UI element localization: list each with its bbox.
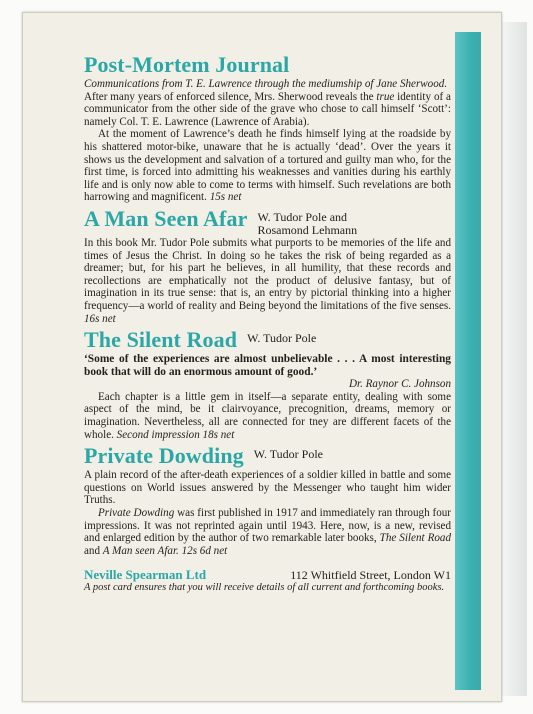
publisher-name: Neville Spearman Ltd xyxy=(84,567,207,583)
book-post-mortem-journal xyxy=(84,52,451,204)
book-description: Private Dowding was first published in 1917 and immediately ran through four impressions. It was not reprinted again until 1943. Here, now, is a new, revised and enlarged edition by the author of two remarkable later books, The Silent Road and A Man seen Afar. 12s 6d net xyxy=(84,507,451,557)
book-a-man-seen-afar xyxy=(84,206,451,325)
cover-text xyxy=(84,52,451,595)
review-quote: ‘Some of the experiences are almost unbelievable . . . A most interesting book that will do an enormous amount of good.’ xyxy=(84,353,451,378)
title-row xyxy=(84,206,451,237)
book-price: 18s net xyxy=(202,428,235,441)
book-description: A plain record of the after-death experiences of a soldier killed in battle and some questions on World issues answered by the Messenger who taught him wider Truths. xyxy=(84,469,451,507)
spine-stripe xyxy=(455,32,481,690)
publisher-address: 112 Whitfield Street, London W1 xyxy=(290,568,451,583)
postcard-note: A post card ensures that you will receive details of all current and forthcoming books. xyxy=(84,582,445,593)
book-title: The Silent Road xyxy=(84,327,238,353)
book-description: Each chapter is a little gem in itself—a separate entity, dealing with some aspect of the mind, be it clairvoyance, precognition, dreams, memory or imagination. Nevertheless, all are connected for tney are different facets of the whole. Second impression 18s net xyxy=(84,390,451,441)
book-private-dowding xyxy=(84,443,451,557)
review-attribution: Dr. Raynor C. Johnson xyxy=(349,378,451,391)
book-the-silent-road xyxy=(84,327,451,441)
book-price: 12s 6d net xyxy=(181,544,228,557)
book-title: Private Dowding xyxy=(84,443,244,469)
publisher-footer xyxy=(84,569,451,582)
book-title: Post-Mortem Journal xyxy=(84,52,290,77)
title-row xyxy=(84,443,451,469)
book-price: 15s net xyxy=(209,191,242,204)
title-row xyxy=(84,327,451,353)
book-author: W. Tudor Pole xyxy=(247,331,317,346)
book-subtitle: Communications from T. E. Lawrence through the mediumship of Jane Sherwood. xyxy=(84,78,448,90)
book-description: In this book Mr. Tudor Pole submits what purports to be memories of the life and times of Jesus the Christ. In doing so he takes the risk of being regarded as a dreamer; but, for his part he believes, in all humility, that these records and recollections are emphatically not the product of delusive fantasy, but of imagination in its true sense: that is, an entry by pictorial thinking into a higher frequency—a world of reality and Being beyond the limitations of the five senses. 16s net xyxy=(84,236,451,325)
book-author: W. Tudor Pole and Rosamond Lehmann xyxy=(257,209,358,237)
book-description: At the moment of Lawrence’s death he finds himself lying at the roadside by his shattered motor-bike, unaware that he is actually ‘dead’. Over the years it shows us the development and salvation of a tortured and guilty man who, for the first time, is forced into admitting his weaknesses and vanities during his earthly life and is only now able to come to terms with himself. Such revelations are both harrowing and magnificent. 15s net xyxy=(84,128,451,204)
book-title: A Man Seen Afar xyxy=(84,205,248,231)
book-price: 16s net xyxy=(84,312,116,325)
book-description: After many years of enforced silence, Mrs. Sherwood reveals the true identity of a communicator from the other side of the grave who chose to call himself ‘Scott’: namely Col. T. E. Lawrence (Lawrence of Arabia). xyxy=(84,90,451,128)
book-author: W. Tudor Pole xyxy=(253,447,324,462)
